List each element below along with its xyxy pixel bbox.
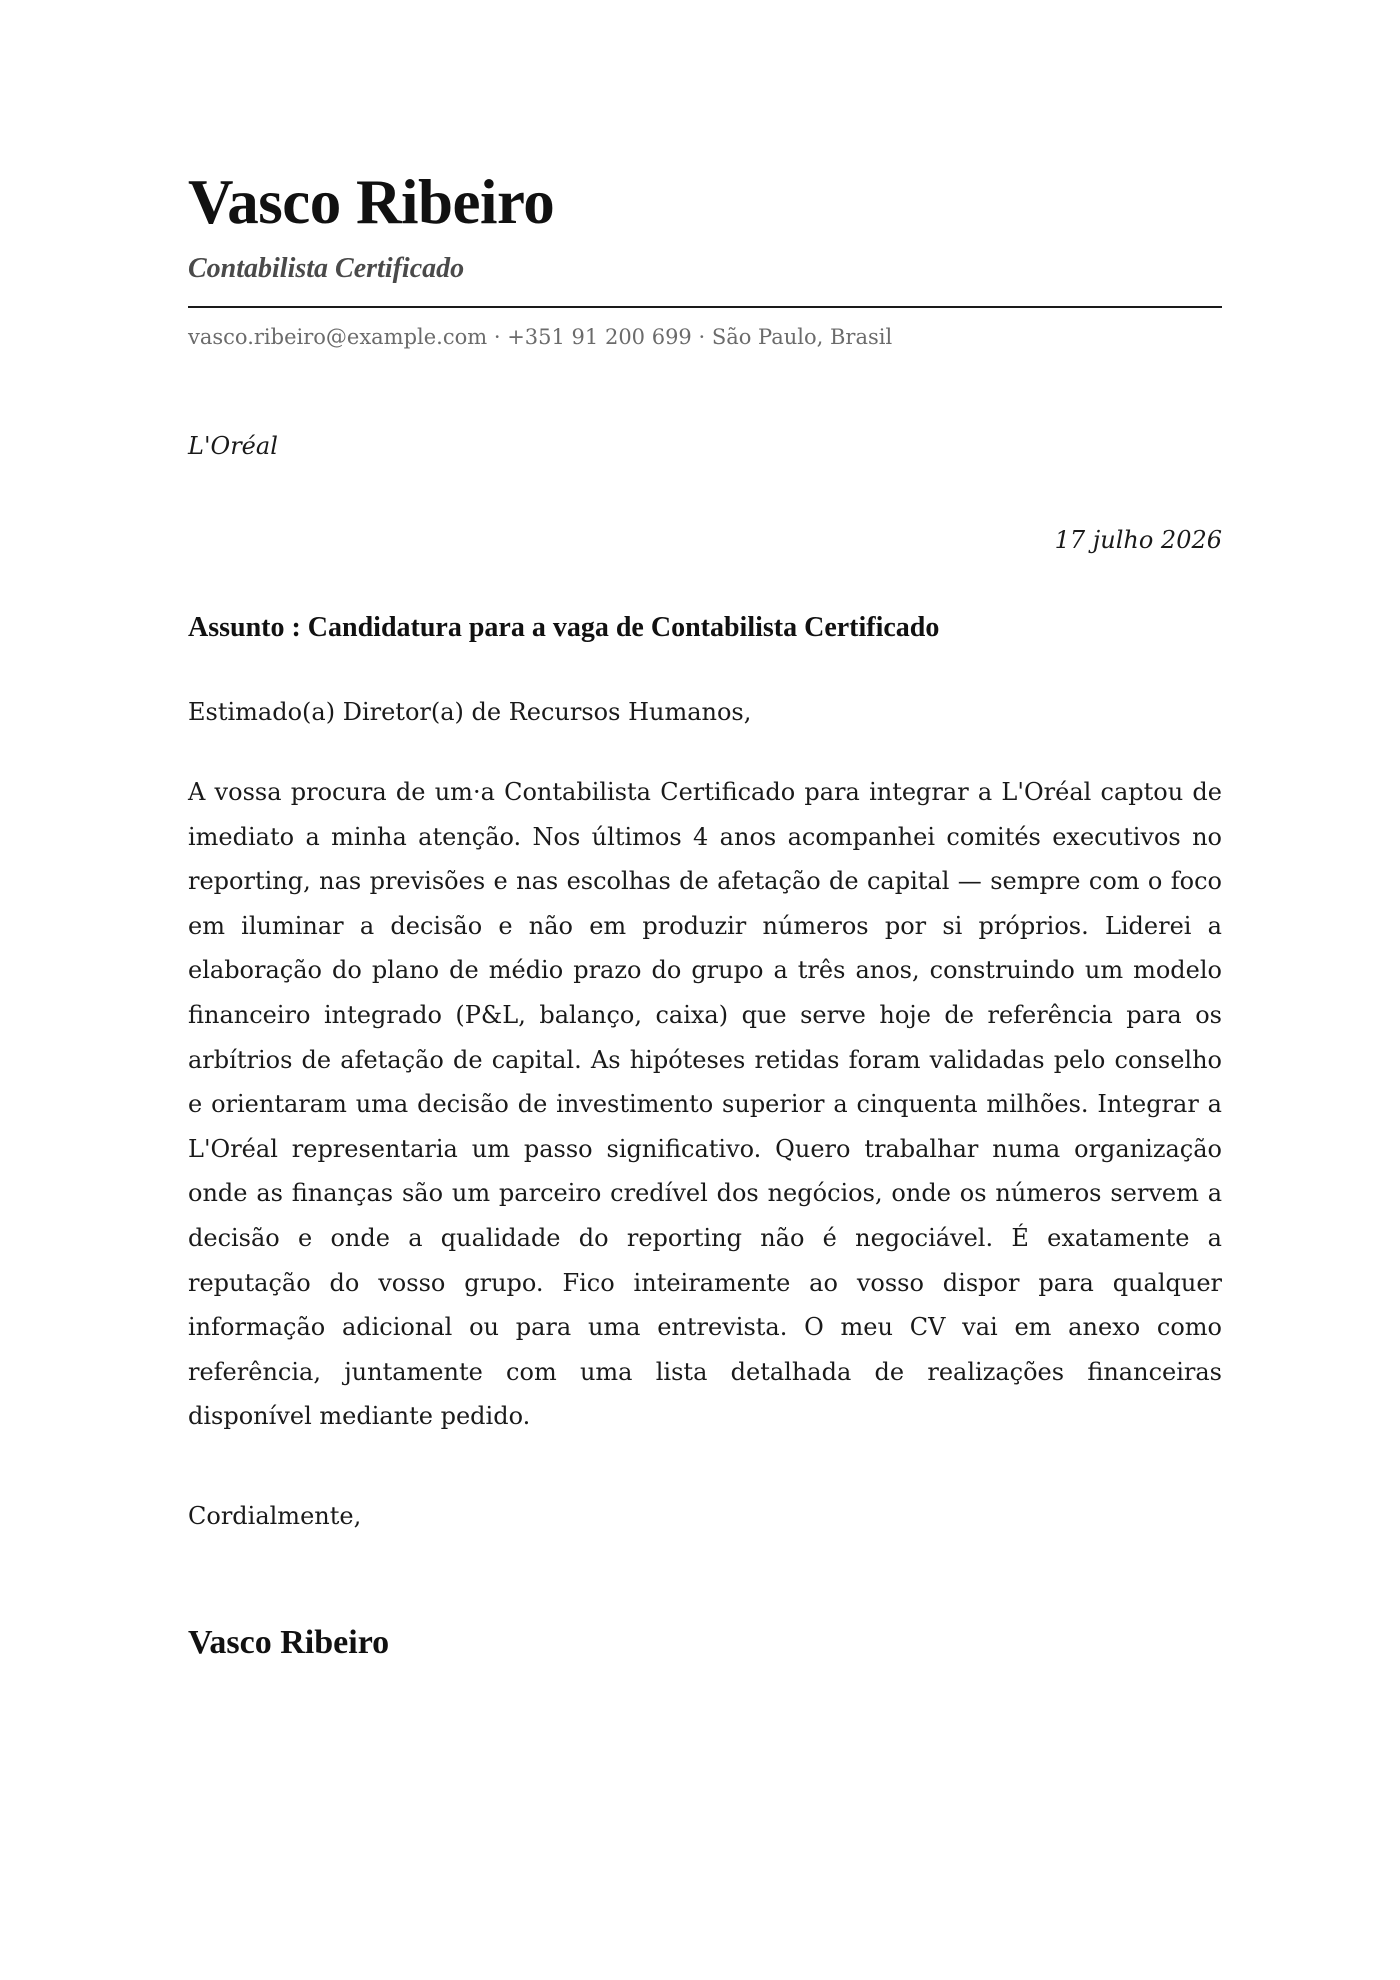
header-divider	[188, 306, 1222, 308]
letter-subject: Assunto : Candidatura para a vaga de Contabilista Certificado	[188, 612, 940, 643]
sender-title: Contabilista Certificado	[188, 253, 465, 284]
sender-contact: vasco.ribeiro@example.com · +351 91 200 699 · São Paulo, Brasil	[188, 325, 893, 349]
sender-name: Vasco Ribeiro	[188, 167, 555, 237]
letter-closing: Cordialmente,	[188, 1502, 362, 1530]
recipient-company: L'Oréal	[188, 432, 278, 460]
letter-signature: Vasco Ribeiro	[188, 1624, 390, 1661]
letter-body: A vossa procura de um·a Contabilista Certificado para integrar a L'Oréal captou de imediato a minha atenção. Nos últimos 4 anos acompanhei comités executivos no reporting, nas previsões e nas escolhas de afetação de capital — sempre com o foco em iluminar a decisão e não em produzir números por si próprios. Liderei a elaboração do plano de médio prazo do grupo a três anos, construindo um modelo financeiro integrado (P&L, balanço, caixa) que serve hoje de referência para os arbítrios de afetação de capital. As hipóteses retidas foram validadas pelo conselho e orientaram uma decisão de investimento superior a cinquenta milhões. Integrar a L'Oréal representaria um passo significativo. Quero trabalhar numa organização onde as finanças são um parceiro credível dos negócios, onde os números servem a decisão e onde a qualidade do reporting não é negociável. É exatamente a reputação do vosso grupo. Fico inteiramente ao vosso dispor para qualquer informação adicional ou para uma entrevista. O meu CV vai em anexo como referência, juntamente com uma lista detalhada de realizações financeiras disponível mediante pedido.	[188, 778, 1222, 1431]
letter-salutation: Estimado(a) Diretor(a) de Recursos Humanos,	[188, 698, 752, 726]
letter-date: 17 julho 2026	[1054, 526, 1222, 554]
